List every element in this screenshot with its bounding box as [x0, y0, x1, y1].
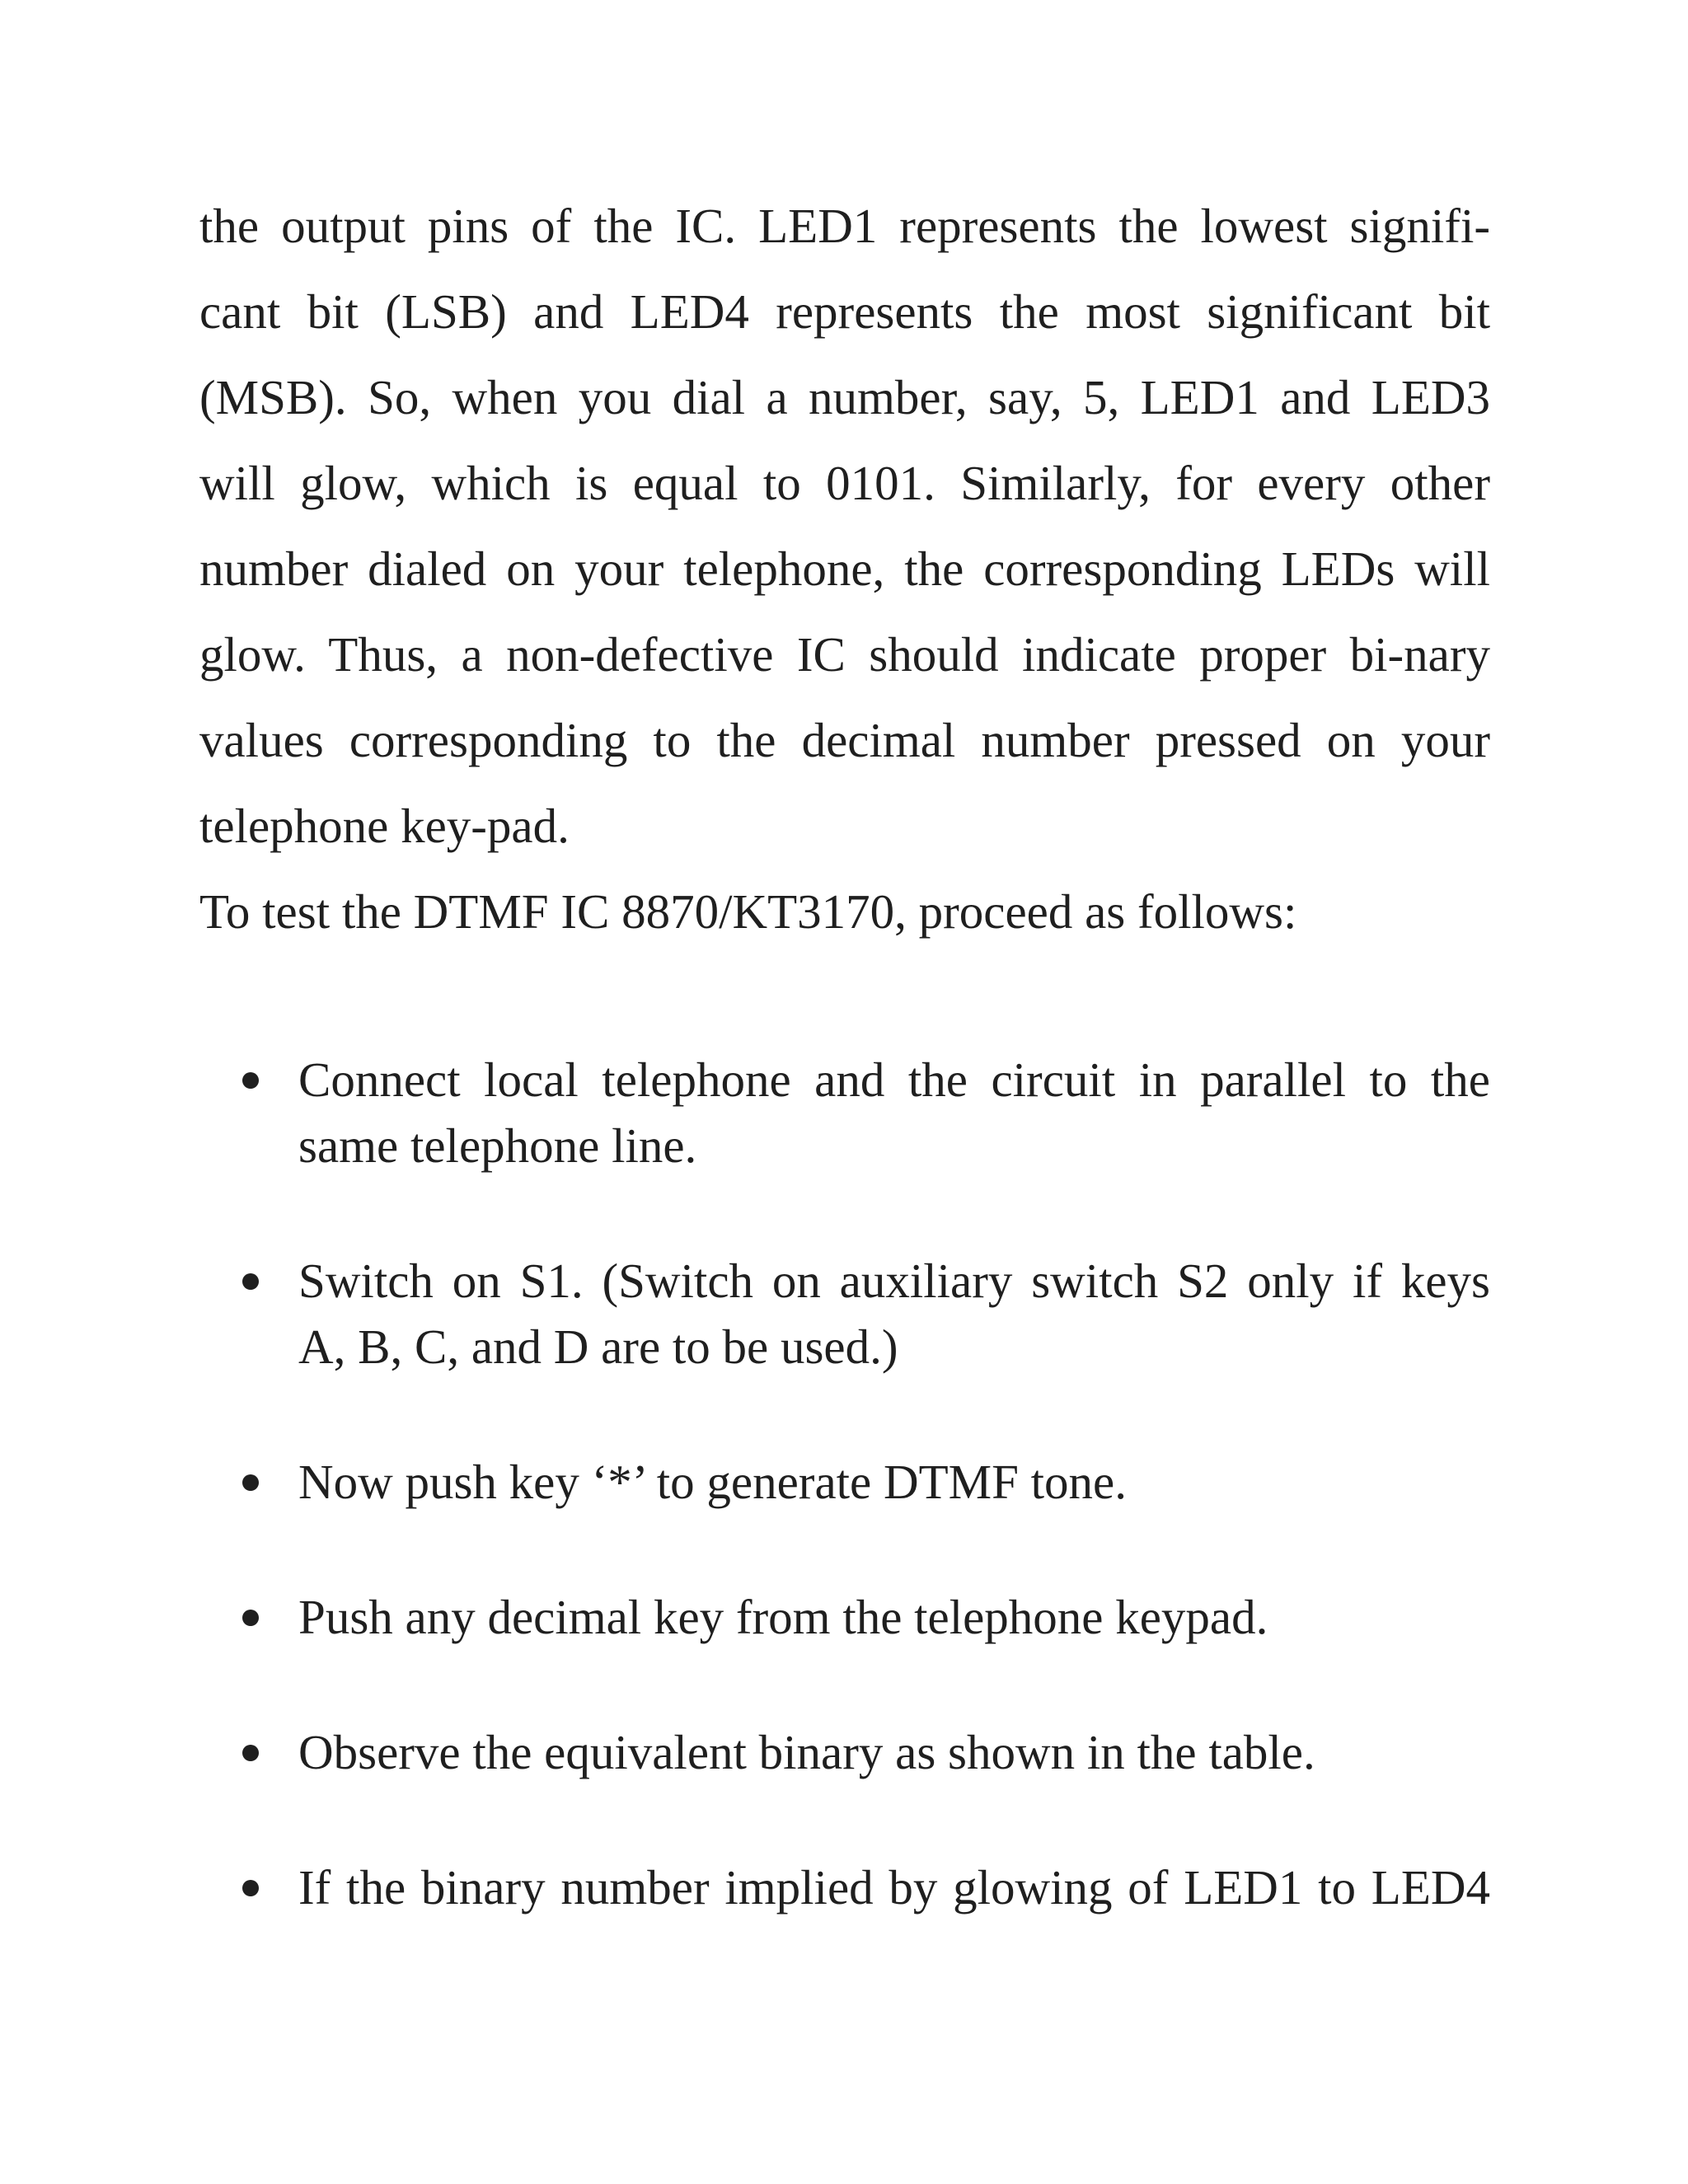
procedure-steps-list — [199, 1047, 1490, 1990]
list-item-line: Switch on S1. (Switch on auxiliary switch S2 only if keys — [298, 1254, 1490, 1308]
body-paragraph — [199, 183, 1490, 954]
list-item-line: Now push key ‘*’ to generate DTMF tone. — [298, 1455, 1127, 1509]
paragraph-line: will glow, which is equal to 0101. Similarly, for every other — [199, 456, 1490, 510]
list-item — [199, 1449, 1490, 1515]
list-item — [199, 1719, 1490, 1785]
bullet-icon — [242, 1474, 259, 1491]
list-item-line: Push any decimal key from the telephone keypad. — [298, 1590, 1268, 1644]
list-item-line: Observe the equivalent binary as shown in the table. — [298, 1725, 1315, 1779]
list-item-line: same telephone line. — [298, 1118, 697, 1173]
paragraph-line: telephone key-pad. — [199, 799, 570, 853]
list-item-line: If the binary number implied by glowing of LED1 to LED4 — [298, 1860, 1490, 1915]
bullet-icon — [242, 1072, 259, 1089]
bullet-icon — [242, 1273, 259, 1290]
bullet-icon — [242, 1610, 259, 1626]
list-item — [199, 1854, 1490, 1920]
paragraph-line: glow. Thus, a non-defective IC should indicate proper bi-nary — [199, 627, 1490, 682]
list-item — [199, 1584, 1490, 1650]
procedure-intro: To test the DTMF IC 8870/KT3170, proceed as follows: — [199, 884, 1297, 939]
bullet-icon — [242, 1880, 259, 1896]
paragraph-line: (MSB). So, when you dial a number, say, 5, LED1 and LED3 — [199, 370, 1490, 424]
list-item-line: Connect local telephone and the circuit in parallel to the — [298, 1052, 1490, 1107]
paragraph-line: cant bit (LSB) and LED4 represents the most significant bit — [199, 284, 1490, 339]
paragraph-line: number dialed on your telephone, the corresponding LEDs will — [199, 541, 1490, 596]
paragraph-line: the output pins of the IC. LED1 represents the lowest signifi- — [199, 199, 1490, 253]
bullet-icon — [242, 1745, 259, 1761]
list-item-line: A, B, C, and D are to be used.) — [298, 1319, 898, 1374]
list-item — [199, 1248, 1490, 1380]
paragraph-line: values corresponding to the decimal number pressed on your — [199, 713, 1490, 767]
list-item — [199, 1047, 1490, 1179]
